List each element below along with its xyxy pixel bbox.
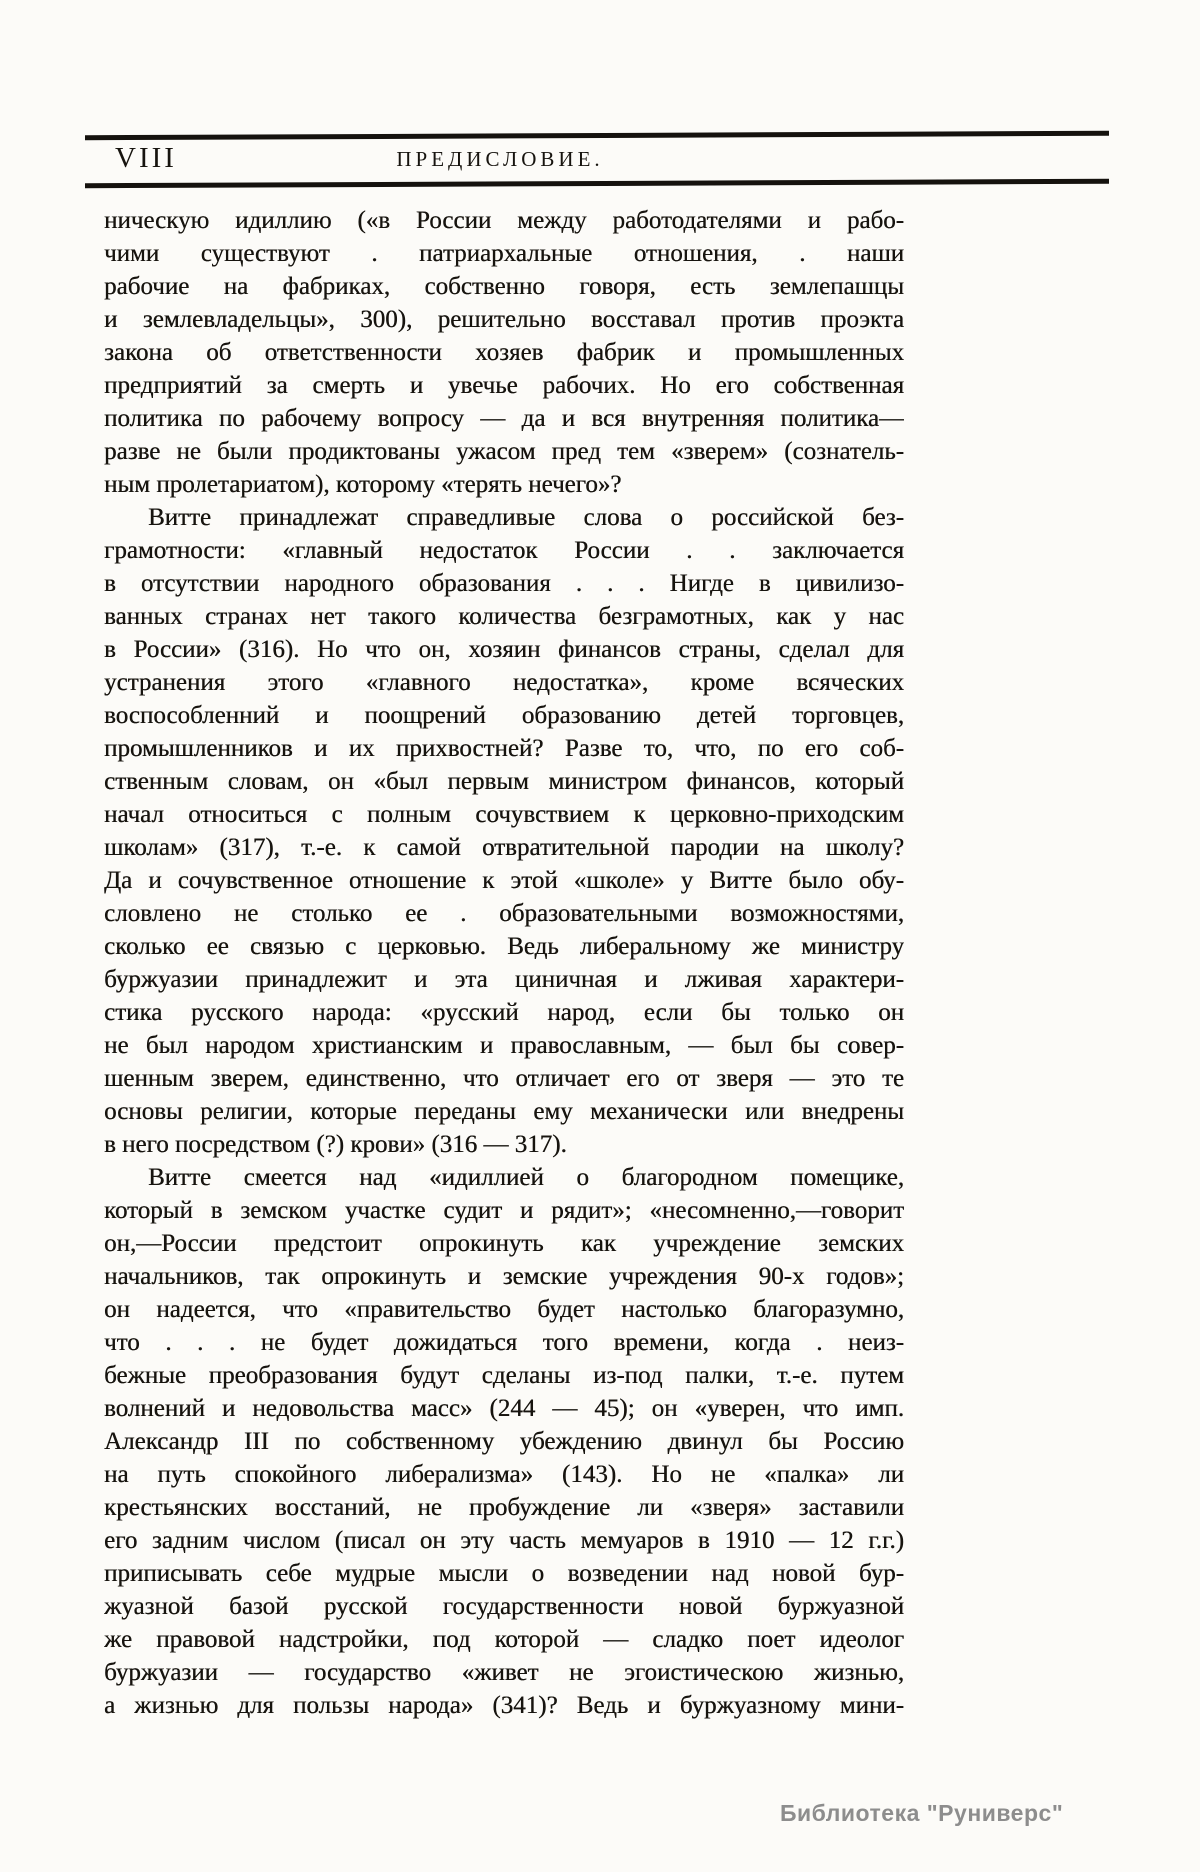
text-line: словлено не столько ее . образовательными возможностями, — [104, 900, 904, 927]
text-line: Витте смеется над «идиллией о благородном помещике, — [148, 1164, 904, 1191]
text-line: начальников, так опрокинуть и земские учреждения 90-х годов»; — [104, 1263, 904, 1290]
text-line: школам» (317), т.-е. к самой отвратительной пародии на школу? — [104, 834, 904, 861]
text-line: стика русского народа: «русский народ, если бы только он — [104, 999, 904, 1026]
text-line: устранения этого «главного недостатка», кроме всяческих — [104, 669, 904, 696]
text-line: его задним числом (писал он эту часть мемуаров в 1910 — 12 г.г.) — [104, 1527, 904, 1554]
text-line: и землевладельцы», 300), решительно восставал против проэкта — [104, 306, 904, 333]
paragraph — [104, 501, 904, 1161]
text-line: грамотности: «главный недостаток России . . заключается — [104, 537, 904, 564]
text-block — [104, 204, 904, 1722]
text-line: в него посредством (?) крови» (316 — 317). — [104, 1131, 567, 1158]
text-line: в России» (316). Но что он, хозяин финансов страны, сделал для — [104, 636, 904, 663]
text-line: закона об ответственности хозяев фабрик и промышленных — [104, 339, 904, 366]
text-line: ническую идиллию («в России между работодателями и рабо- — [104, 207, 904, 234]
running-title: ПРЕДИСЛОВИЕ. — [396, 147, 604, 171]
text-line: начал относиться с полным сочувствием к церковно-приходским — [104, 801, 904, 828]
text-line: жуазной базой русской государственности новой буржуазной — [104, 1593, 904, 1620]
text-line: он надеется, что «правительство будет настолько благоразумно, — [104, 1296, 904, 1323]
text-line: а жизнью для пользы народа» (341)? Ведь и буржуазному мини- — [104, 1692, 904, 1719]
page-header — [105, 140, 895, 176]
text-line: на путь спокойного либерализма» (143). Но не «палка» ли — [104, 1461, 904, 1488]
text-line: политика по рабочему вопросу — да и вся внутренняя политика— — [104, 405, 904, 432]
text-line: сколько ее связью с церковью. Ведь либеральному же министру — [104, 933, 904, 960]
text-line: Витте принадлежат справедливые слова о российской без- — [148, 504, 904, 531]
text-line: бежные преобразования будут сделаны из-под палки, т.-е. путем — [104, 1362, 904, 1389]
text-line: что . . . не будет дожидаться того времени, когда . неиз- — [104, 1329, 904, 1356]
text-line: шенным зверем, единственно, что отличает его от зверя — это те — [104, 1065, 904, 1092]
library-watermark: Библиотека "Руниверс" — [780, 1800, 1064, 1826]
text-line: предприятий за смерть и увечье рабочих. Но его собственная — [104, 372, 904, 399]
text-line: рабочие на фабриках, собственно говоря, есть землепашцы — [104, 273, 904, 300]
text-line: основы религии, которые переданы ему механически или внедрены — [104, 1098, 904, 1125]
paragraph — [104, 1161, 904, 1722]
text-line: ванных странах нет такого количества безграмотных, как у нас — [104, 603, 904, 630]
text-line: буржуазии принадлежит и эта циничная и лживая характери- — [104, 966, 904, 993]
text-line: который в земском участке судит и рядит»; «несомненно,—говорит — [104, 1197, 904, 1224]
text-line: ственным словам, он «был первым министром финансов, который — [104, 768, 904, 795]
text-line: не был народом христианским и православным, — был бы совер- — [104, 1032, 904, 1059]
text-line: промышленников и их прихвостней? Разве то, что, по его соб- — [104, 735, 904, 762]
text-line: приписывать себе мудрые мысли о возведении над новой бур- — [104, 1560, 904, 1587]
text-line: волнений и недовольства масс» (244 — 45); он «уверен, что имп. — [104, 1395, 904, 1422]
text-line: крестьянских восстаний, не пробуждение ли «зверя» заставили — [104, 1494, 904, 1521]
text-line: в отсутствии народного образования . . . Нигде в цивилизо- — [104, 570, 904, 597]
page-number: VIII — [115, 142, 177, 174]
text-line: Александр III по собственному убеждению двинул бы Россию — [104, 1428, 904, 1455]
header-rule-top — [85, 131, 1109, 140]
text-line: чими существуют . патриархальные отношения, . наши — [104, 240, 904, 267]
text-line: же правовой надстройки, под которой — сладко поет идеолог — [104, 1626, 904, 1653]
text-line: воспособленний и поощрений образованию детей торговцев, — [104, 702, 904, 729]
text-line: он,—России предстоит опрокинуть как учреждение земских — [104, 1230, 904, 1257]
text-line: ным пролетариатом), которому «терять нечего»? — [104, 471, 622, 498]
text-line: разве не были продиктованы ужасом пред тем «зверем» (сознатель- — [104, 438, 904, 465]
paragraph — [104, 204, 904, 501]
text-line: буржуазии — государство «живет не эгоистическою жизнью, — [104, 1659, 904, 1686]
header-rule-bottom — [85, 179, 1109, 188]
text-line: Да и сочувственное отношение к этой «школе» у Витте было обу- — [104, 867, 904, 894]
